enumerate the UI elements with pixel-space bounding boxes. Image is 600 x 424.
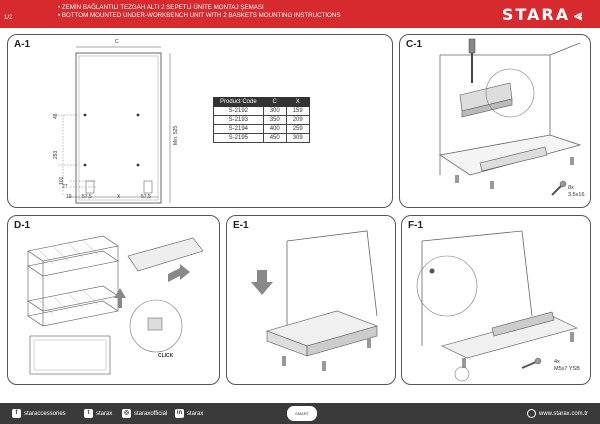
dim-19: 19 <box>66 194 72 200</box>
screw-icon <box>552 181 566 195</box>
website-link[interactable] <box>527 409 588 418</box>
table-header-product-code: Product Code <box>214 98 264 107</box>
header-titles <box>58 4 340 20</box>
panel-f1 <box>401 215 591 385</box>
twitter-link[interactable] <box>84 409 112 418</box>
website-url: www.starax.com.tr <box>538 410 588 417</box>
cell-code: S-2193 <box>214 116 264 125</box>
panel-e1-label: E-1 <box>233 220 249 231</box>
c1-drawing <box>400 35 591 208</box>
twitter-icon: t <box>84 409 93 418</box>
brand-mark-icon: ⪡ <box>574 8 584 24</box>
facebook-link[interactable] <box>12 409 66 418</box>
dim-293: 293 <box>53 150 59 159</box>
panel-c1-label: C-1 <box>406 39 423 50</box>
brand-text: STARA <box>501 5 571 24</box>
panel-f1-label: F-1 <box>408 220 423 231</box>
a1-drawing <box>8 35 393 208</box>
cell-code: S-2194 <box>214 125 264 134</box>
table-row <box>214 107 310 116</box>
panel-a1 <box>7 34 393 208</box>
table-row <box>214 125 310 134</box>
cell-x: 209 <box>286 116 309 125</box>
instagram-handle: staraxofficial <box>134 410 168 417</box>
cell-x: 259 <box>286 125 309 134</box>
linkedin-handle: starax <box>187 410 204 417</box>
footer-bar <box>0 403 600 424</box>
title-english: • BOTTOM MOUNTED UNDER-WORKBENCH UNIT WITH 2 BASKETS MOUNTING INSTRUCTIONS <box>58 12 340 20</box>
dim-x: X <box>117 194 121 200</box>
dim-57-5-right: 57,5 <box>141 194 151 200</box>
title-turkish: • ZEMİN BAĞLANTILI TEZGAH ALTI 2 SEPETLİ ÜNİTE MONTAJ ŞEMASI <box>58 4 340 12</box>
e1-drawing <box>227 216 396 385</box>
dim-min525: Min. 525 <box>173 125 179 145</box>
instagram-icon: ◎ <box>123 410 130 416</box>
dim-57-5-left: 57,5 <box>82 194 92 200</box>
dim-c: C <box>115 39 119 45</box>
panel-e1 <box>226 215 396 385</box>
d1-drawing <box>8 216 220 385</box>
smart-badge: SMART <box>287 406 317 421</box>
table-row <box>214 116 310 125</box>
cell-x: 159 <box>286 107 309 116</box>
globe-icon <box>527 409 536 418</box>
linkedin-link[interactable] <box>175 409 203 418</box>
brand-logo <box>502 5 584 24</box>
twitter-handle: starax <box>96 410 113 417</box>
table-header-x: X <box>286 98 309 107</box>
panel-d1-label: D-1 <box>14 220 31 231</box>
c1-screw-note: 8x 3.5x16 <box>568 185 585 198</box>
table-row <box>214 134 310 143</box>
cell-code: S-2192 <box>214 107 264 116</box>
cell-c: 350 <box>263 116 286 125</box>
cell-c: 450 <box>263 134 286 143</box>
panel-d1 <box>7 215 220 385</box>
cell-x: 309 <box>286 134 309 143</box>
f1-screw-note: 4x M5x7 YSB <box>554 359 580 372</box>
panel-a1-label: A-1 <box>14 39 31 50</box>
page-number: 1/2 <box>4 15 13 21</box>
dim-27: 27 <box>62 184 68 190</box>
dim-48: 48 <box>53 113 59 119</box>
cell-code: S-2195 <box>214 134 264 143</box>
cell-c: 300 <box>263 107 286 116</box>
facebook-handle: staraccessories <box>24 410 66 417</box>
table-header-c: C <box>263 98 286 107</box>
facebook-icon: f <box>12 409 21 418</box>
click-label: CLICK <box>158 353 174 359</box>
linkedin-icon: in <box>176 410 183 416</box>
dim-101: 101 <box>59 176 65 185</box>
product-table <box>213 97 310 143</box>
instagram-link[interactable] <box>122 409 167 418</box>
screw-icon <box>522 358 541 368</box>
cell-c: 400 <box>263 125 286 134</box>
header-bar <box>0 0 600 28</box>
panel-c1 <box>399 34 591 208</box>
